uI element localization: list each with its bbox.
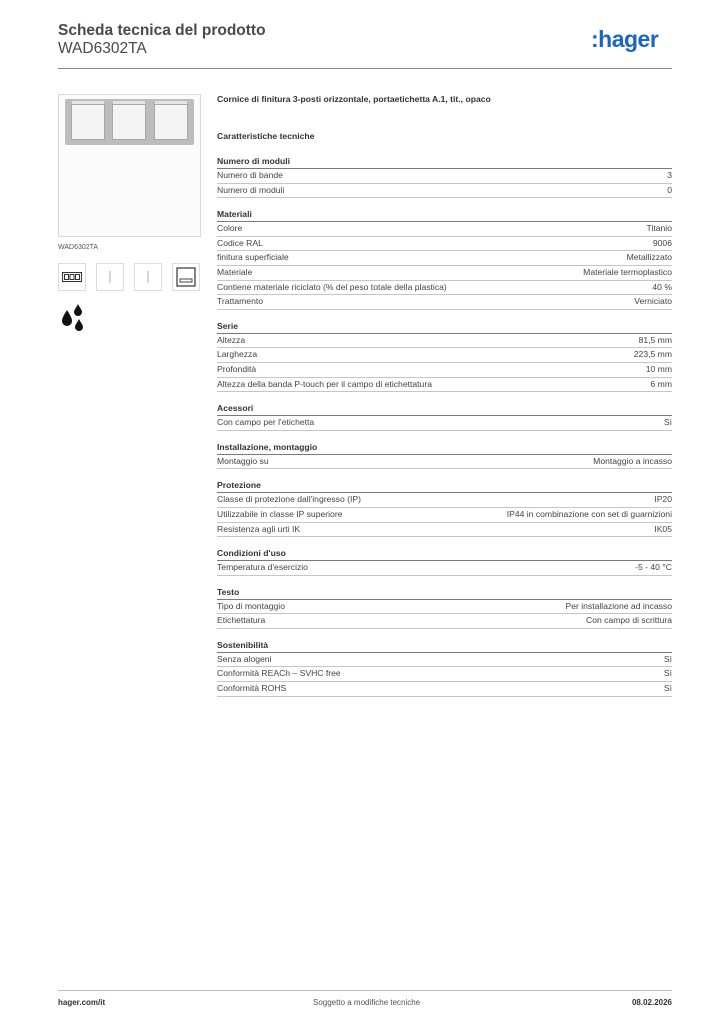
spec-value: Titanio xyxy=(646,223,672,234)
spec-value: Sì xyxy=(663,683,672,694)
spec-row xyxy=(217,281,672,296)
spec-row xyxy=(217,334,672,349)
header-divider xyxy=(58,68,672,69)
spec-section xyxy=(217,586,672,629)
water-drops-icon xyxy=(58,302,92,336)
spec-row xyxy=(217,667,672,682)
spec-value: Sì xyxy=(663,653,672,664)
spec-label: Codice RAL xyxy=(217,237,263,248)
spec-section xyxy=(217,441,672,470)
spec-label: Numero di moduli xyxy=(217,184,285,195)
spec-value: 223,5 mm xyxy=(633,349,672,360)
page-title: Scheda tecnica del prodotto xyxy=(58,22,266,39)
single-line-icon xyxy=(96,263,124,291)
section-title: Condizioni d'uso xyxy=(217,547,672,561)
spec-row xyxy=(217,237,672,252)
spec-value: IK05 xyxy=(654,523,672,534)
section-title: Protezione xyxy=(217,479,672,493)
spec-row xyxy=(217,614,672,629)
spec-label: Tipo di montaggio xyxy=(217,600,285,611)
spec-value: 40 % xyxy=(652,281,672,292)
spec-row xyxy=(217,600,672,615)
product-image-caption: WAD6302TA xyxy=(58,244,99,251)
logo-text: hager xyxy=(598,26,659,52)
tech-heading: Caratteristiche tecniche xyxy=(217,131,315,141)
product-description: Cornice di finitura 3-posti orizzontale, portaetichetta A.1, tit., opaco xyxy=(217,94,491,104)
spec-row xyxy=(217,378,672,393)
footer-divider xyxy=(58,990,672,991)
three-module-frame-icon xyxy=(58,263,86,291)
section-title: Testo xyxy=(217,586,672,600)
spec-label: Classe di protezione dall'ingresso (IP) xyxy=(217,494,361,505)
spec-row xyxy=(217,523,672,538)
spec-sections xyxy=(217,155,672,697)
spec-label: Con campo per l'etichetta xyxy=(217,417,315,428)
spec-row xyxy=(217,653,672,668)
spec-label: finitura superficiale xyxy=(217,252,289,263)
footer-note: Soggetto a modifiche tecniche xyxy=(313,998,421,1007)
spec-value: Materiale termoplastico xyxy=(583,266,672,277)
frame-cell xyxy=(154,104,188,140)
spec-row xyxy=(217,508,672,523)
frame-cell xyxy=(71,104,105,140)
spec-label: Colore xyxy=(217,223,243,234)
spec-value: Montaggio a incasso xyxy=(593,455,672,466)
single-line-icon xyxy=(134,263,162,291)
label-holder-icon xyxy=(172,263,200,291)
spec-value: 81,5 mm xyxy=(638,334,672,345)
section-title: Installazione, montaggio xyxy=(217,441,672,455)
section-title: Serie xyxy=(217,320,672,334)
spec-row xyxy=(217,251,672,266)
product-image xyxy=(58,94,201,237)
product-code: WAD6302TA xyxy=(58,40,147,57)
spec-label: Etichettatura xyxy=(217,615,266,626)
spec-label: Trattamento xyxy=(217,296,264,307)
spec-value: Verniciato xyxy=(634,296,672,307)
section-title: Materiali xyxy=(217,208,672,222)
spec-label: Utilizzabile in classe IP superiore xyxy=(217,508,343,519)
spec-row xyxy=(217,416,672,431)
spec-row xyxy=(217,222,672,237)
spec-label: Conformità ROHS xyxy=(217,683,287,694)
spec-row xyxy=(217,561,672,576)
spec-row xyxy=(217,682,672,697)
spec-label: Resistenza agli urti IK xyxy=(217,523,301,534)
logo-prefix: : xyxy=(591,26,599,52)
spec-label: Altezza della banda P-touch per il campo di etichettatura xyxy=(217,378,432,389)
spec-value: -5 - 40 °C xyxy=(635,562,672,573)
spec-value: Metallizzato xyxy=(626,252,672,263)
spec-value: 10 mm xyxy=(645,363,672,374)
spec-section xyxy=(217,479,672,537)
spec-row xyxy=(217,493,672,508)
spec-section xyxy=(217,402,672,431)
spec-label: Altezza xyxy=(217,334,246,345)
spec-label: Montaggio su xyxy=(217,455,269,466)
spec-value: Sì xyxy=(663,668,672,679)
spec-row xyxy=(217,455,672,470)
spec-row xyxy=(217,348,672,363)
spec-value: Con campo di scrittura xyxy=(586,615,672,626)
spec-label: Conformità REACh – SVHC free xyxy=(217,668,341,679)
spec-row xyxy=(217,184,672,199)
spec-value: 6 mm xyxy=(650,378,672,389)
hager-logo xyxy=(591,26,658,53)
spec-section xyxy=(217,208,672,310)
spec-row xyxy=(217,266,672,281)
spec-row xyxy=(217,363,672,378)
spec-section xyxy=(217,320,672,392)
footer-website: hager.com/it xyxy=(58,998,106,1007)
frame-illustration xyxy=(65,99,194,145)
spec-value: 0 xyxy=(667,184,672,195)
spec-label: Senza alogeni xyxy=(217,653,272,664)
spec-label: Numero di bande xyxy=(217,170,283,180)
footer-date: 08.02.2026 xyxy=(631,998,672,1007)
spec-value: 3 xyxy=(667,170,672,180)
spec-label: Contiene materiale riciclato (% del peso totale della plastica) xyxy=(217,281,447,292)
frame-cell xyxy=(112,104,146,140)
spec-label: Larghezza xyxy=(217,349,258,360)
spec-row xyxy=(217,295,672,310)
spec-content xyxy=(217,94,672,707)
spec-section xyxy=(217,639,672,697)
spec-label: Temperatura d'esercizio xyxy=(217,562,308,573)
spec-value: 9006 xyxy=(652,237,672,248)
spec-value: IP20 xyxy=(654,494,672,505)
spec-row xyxy=(217,169,672,184)
spec-label: Materiale xyxy=(217,266,253,277)
spec-section xyxy=(217,155,672,198)
spec-value: Per installazione ad incasso xyxy=(565,600,672,611)
spec-label: Profondità xyxy=(217,363,257,374)
section-title: Acessori xyxy=(217,402,672,416)
section-title: Sostenibilità xyxy=(217,639,672,653)
spec-value: IP44 in combinazione con set di guarnizioni xyxy=(506,508,672,519)
spec-value: Sì xyxy=(663,417,672,428)
spec-section xyxy=(217,547,672,576)
section-title: Numero di moduli xyxy=(217,155,672,169)
